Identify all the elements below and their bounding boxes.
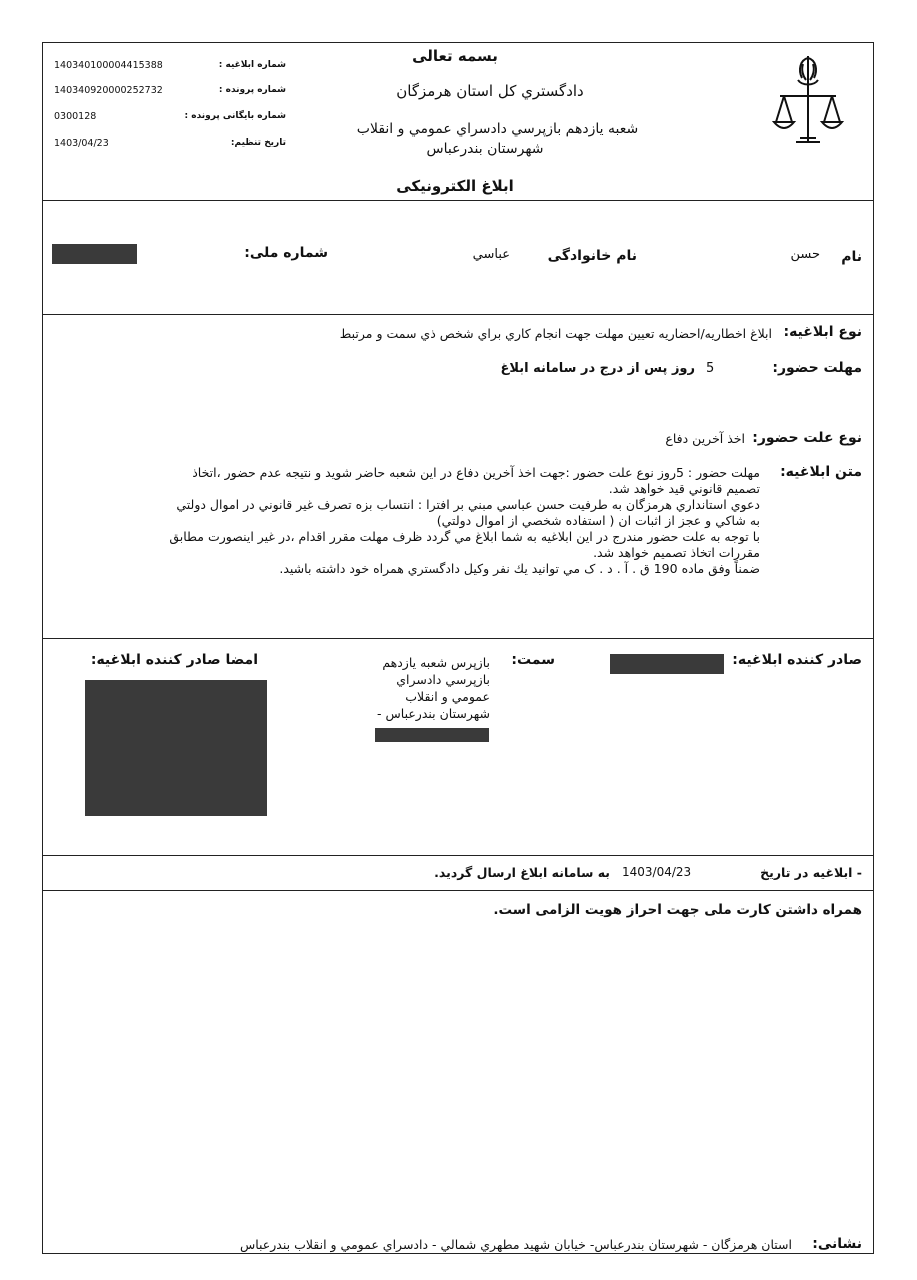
deadline-number: 5 <box>706 361 715 376</box>
branch-name-line2: شهرستان بندرعباس <box>426 141 544 157</box>
notice-text-line: به شاکي و عجز از اثبات ان ( استفاده شخصي از اموال دولتي) <box>436 513 760 528</box>
signature-label: امضا صادر کننده ابلاغیه: <box>90 652 258 668</box>
archive-number-value: 0300128 <box>54 111 97 122</box>
id-card-note: همراه داشتن کارت ملی جهت احراز هویت الزامی است. <box>493 902 862 918</box>
address-value: استان هرمزگان - شهرستان بندرعباس- خيابان شهيد مطهري شمالي - دادسراي عمومي و انقلاب بندرعباس <box>239 1237 792 1252</box>
notice-type-label: نوع ابلاغیه: <box>783 324 862 340</box>
deadline-text: روز پس از درج در سامانه ابلاغ <box>500 361 695 376</box>
notice-text-line: دعوي استانداري هرمزگان به طرفيت حسن عباسي مبني بر افترا : انتساب بزه تصرف غير قانوني در اموال دولتي <box>176 497 760 512</box>
position-value <box>335 654 490 722</box>
sent-date: 1403/04/23 <box>622 865 692 879</box>
notice-text-body <box>62 465 760 577</box>
branch-name-line1: شعبه يازدهم بازپرسي دادسراي عمومي و انقلاب <box>356 121 639 137</box>
issue-date-value: 1403/04/23 <box>54 138 109 149</box>
notice-number-value: 140340100004415388 <box>54 60 163 71</box>
bismillah: بسمه تعالی <box>412 47 498 65</box>
notice-text-line: ضمناً وفق ماده 190 ق . آ . د . ک مي توانيد يك نفر وکيل دادگستري همراه خود داشته باشيد. <box>279 561 760 576</box>
reason-label: نوع علت حضور: <box>752 430 862 446</box>
redacted-signature <box>85 680 267 816</box>
position-line: بازپرسي دادسراي <box>396 672 490 687</box>
case-number-label: شماره پرونده : <box>218 85 286 95</box>
position-line: بازپرس شعبه يازدهم <box>382 655 490 670</box>
redacted-national-id <box>52 244 137 264</box>
position-label: سمت: <box>511 652 555 668</box>
court-name: دادگستري کل استان هرمزگان <box>396 82 584 100</box>
address-label: نشانی: <box>812 1236 862 1252</box>
case-number-value: 140340920000252732 <box>54 85 163 96</box>
divider <box>42 314 874 315</box>
divider <box>42 855 874 856</box>
divider <box>42 890 874 891</box>
notice-text-line: با توجه به علت حضور مندرج در اين ابلاغيه به شما ابلاغ مي گردد ظرف مهلت مقرر اقدام ،در غير اينصورت مطابق <box>169 529 760 544</box>
document-title: ابلاغ الکترونیکی <box>396 177 514 195</box>
position-line: عمومي و انقلاب <box>405 689 490 704</box>
reason-value: اخذ آخرين دفاع <box>665 431 745 446</box>
notice-text-line: تصميم قانوني قيد خواهد شد. <box>608 481 760 496</box>
position-line: شهرستان بندرعباس - <box>377 706 490 721</box>
notice-text-label: متن ابلاغیه: <box>780 464 862 480</box>
notice-number-label: شماره ابلاغیه : <box>218 60 286 70</box>
notice-text-line: مقررات اتخاذ تصميم خواهد شد. <box>593 545 760 560</box>
first-name-label: نام <box>841 249 862 265</box>
divider <box>42 200 874 201</box>
sent-prefix: - ابلاغیه در تاریخ <box>760 865 862 880</box>
redacted-position-detail <box>375 728 489 742</box>
judiciary-emblem-icon <box>772 50 844 150</box>
sent-suffix: به سامانه ابلاغ ارسال گردید. <box>434 865 610 880</box>
issue-date-label: تاریخ تنظیم: <box>230 138 286 148</box>
first-name-value: حسن <box>790 247 820 262</box>
document-frame <box>42 42 874 1254</box>
notice-text-line: مهلت حضور : 5روز نوع علت حضور :جهت اخذ آخرين دفاع در اين شعبه حاضر شويد و نتيجه عدم حضور ،اتخاذ <box>192 465 760 480</box>
divider <box>42 638 874 639</box>
last-name-value: عباسي <box>472 247 510 262</box>
archive-number-label: شماره بایگانی پرونده : <box>184 111 286 121</box>
last-name-label: نام خانوادگی <box>547 248 637 264</box>
redacted-issuer-name <box>610 654 724 674</box>
issuer-label: صادر کننده ابلاغیه: <box>732 652 862 668</box>
deadline-label: مهلت حضور: <box>772 360 862 376</box>
notice-type-value: ابلاغ اخطاريه/احضاريه تعيين مهلت جهت انجام کاري براي شخص ذي سمت و مرتبط <box>339 326 772 341</box>
national-id-label: شماره ملی: <box>244 245 328 261</box>
